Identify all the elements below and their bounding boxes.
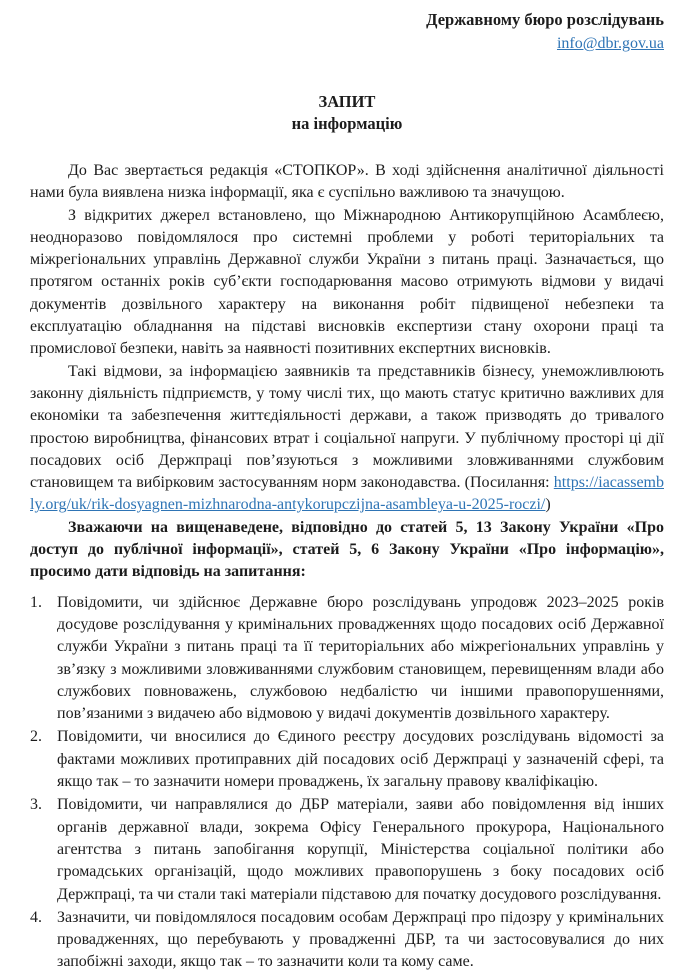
paragraph-refusals-suffix: ) [545, 496, 551, 514]
letter-header [30, 8, 664, 56]
recipient-name: Державному бюро розслідувань [426, 10, 664, 29]
paragraph-refusals [30, 361, 664, 517]
question-text-2: Повідомити, чи вносилися до Єдиного реєстру досудових розслідувань відомості за фактами можливих протиправних дій посадових осіб Держпраці у зазначеній сфері, та якщо так – то зазначити номери проваджень, їх загальну правову кваліфікацію. [57, 728, 664, 791]
question-text-1: Повідомити, чи здійснює Державне бюро розслідувань упродовж 2023–2025 років досудове розслідування у кримінальних провадженнях щодо посадових осіб Державної служби України з питань праці та її територіальних або міжрегіональних управлінь у зв’язку з можливими зловживаннями службовим становищем, перевищенням влади або службових повноважень, службовою недбалістю чи іншими правопорушеннями, пов’язаними з видачею або відмовою у видачі документів дозвільного характеру. [57, 593, 664, 723]
question-number-4: 4. [30, 908, 42, 926]
question-number-1: 1. [30, 593, 42, 611]
document-title-line1: ЗАПИТ [318, 92, 376, 111]
assembly-url-link[interactable]: https://iacassembly.org/uk/rik-dosyagnen-mizhnarodna-antykorupczijna-asambleya-u-2025-roczi/ [30, 474, 664, 514]
question-item-4 [30, 907, 664, 974]
document-title-line2: на інформацію [291, 114, 403, 133]
paragraph-legal-basis: Зважаючи на вищенаведене, відповідно до статей 5, 13 Закону України «Про доступ до публічної інформації», статей 5, 6 Закону України «Про інформацію», просимо дати відповідь на запитання: [30, 518, 664, 581]
question-text-3: Повідомити, чи направлялися до ДБР матеріали, заяви або повідомлення від інших органів державної влади, зокрема Офісу Генерального прокурора, Національного агентства з питань запобігання корупції, Міністерства соціальної політики або громадських організацій, щодо можливих правопорушень з боку посадових осіб Держпраці, та чи стали такі матеріали підставою для початку досудового розслідування. [57, 796, 664, 903]
paragraph-refusals-text: Такі відмови, за інформацією заявників та представників бізнесу, унеможливлюють законну діяльність підприємств, у тому числі тих, що мають статус критично важливих для економіки та забезпечення життєдіяльності держави, а також призводять до тривалого простою виробництва, фінансових втрат і соціальної напруги. У публічному просторі ці дії посадових осіб Держпраці пов’язуються з можливими зловживаннями службовим становищем та вибірковим застосуванням норм законодавства. (Посилання: [30, 362, 664, 492]
question-item-3 [30, 794, 664, 905]
questions-list [30, 592, 664, 974]
paragraph-intro: До Вас звертається редакція «СТОПКОР». В ході здійснення аналітичної діяльності нами була виявлена низка інформації, яка є суспільно важливою та значущою. [30, 162, 664, 202]
letter-body [30, 160, 664, 974]
question-number-2: 2. [30, 728, 42, 746]
paragraph-open-sources: З відкритих джерел встановлено, що Міжнародною Антикорупційною Асамблеєю, неодноразово повідомлялося про системні проблеми у роботі територіальних та міжрегіональних управлінь Державної служби України з питань праці. Зазначається, що протягом останніх років суб’єкти господарювання масово отримують відмови у видачі документів дозвільного характеру на виконання робіт підвищеної небезпеки та експлуатацію обладнання на підставі висновків експертизи стану охорони праці та промислової безпеки, навіть за наявності позитивних експертних висновків. [30, 206, 664, 358]
question-text-4: Зазначити, чи повідомлялося посадовим особам Держпраці про підозру у кримінальних провадженнях, що перебувають у провадженні ДБР, та чи застосовувалися до них запобіжні заходи, якщо так – то зазначити коли та кому саме. [57, 908, 664, 971]
recipient-email-link[interactable]: info@dbr.gov.ua [556, 35, 664, 52]
question-item-2 [30, 726, 664, 793]
question-number-3: 3. [30, 796, 42, 814]
document-title [30, 91, 664, 135]
question-item-1 [30, 592, 664, 726]
recipient-email-row [30, 32, 664, 56]
